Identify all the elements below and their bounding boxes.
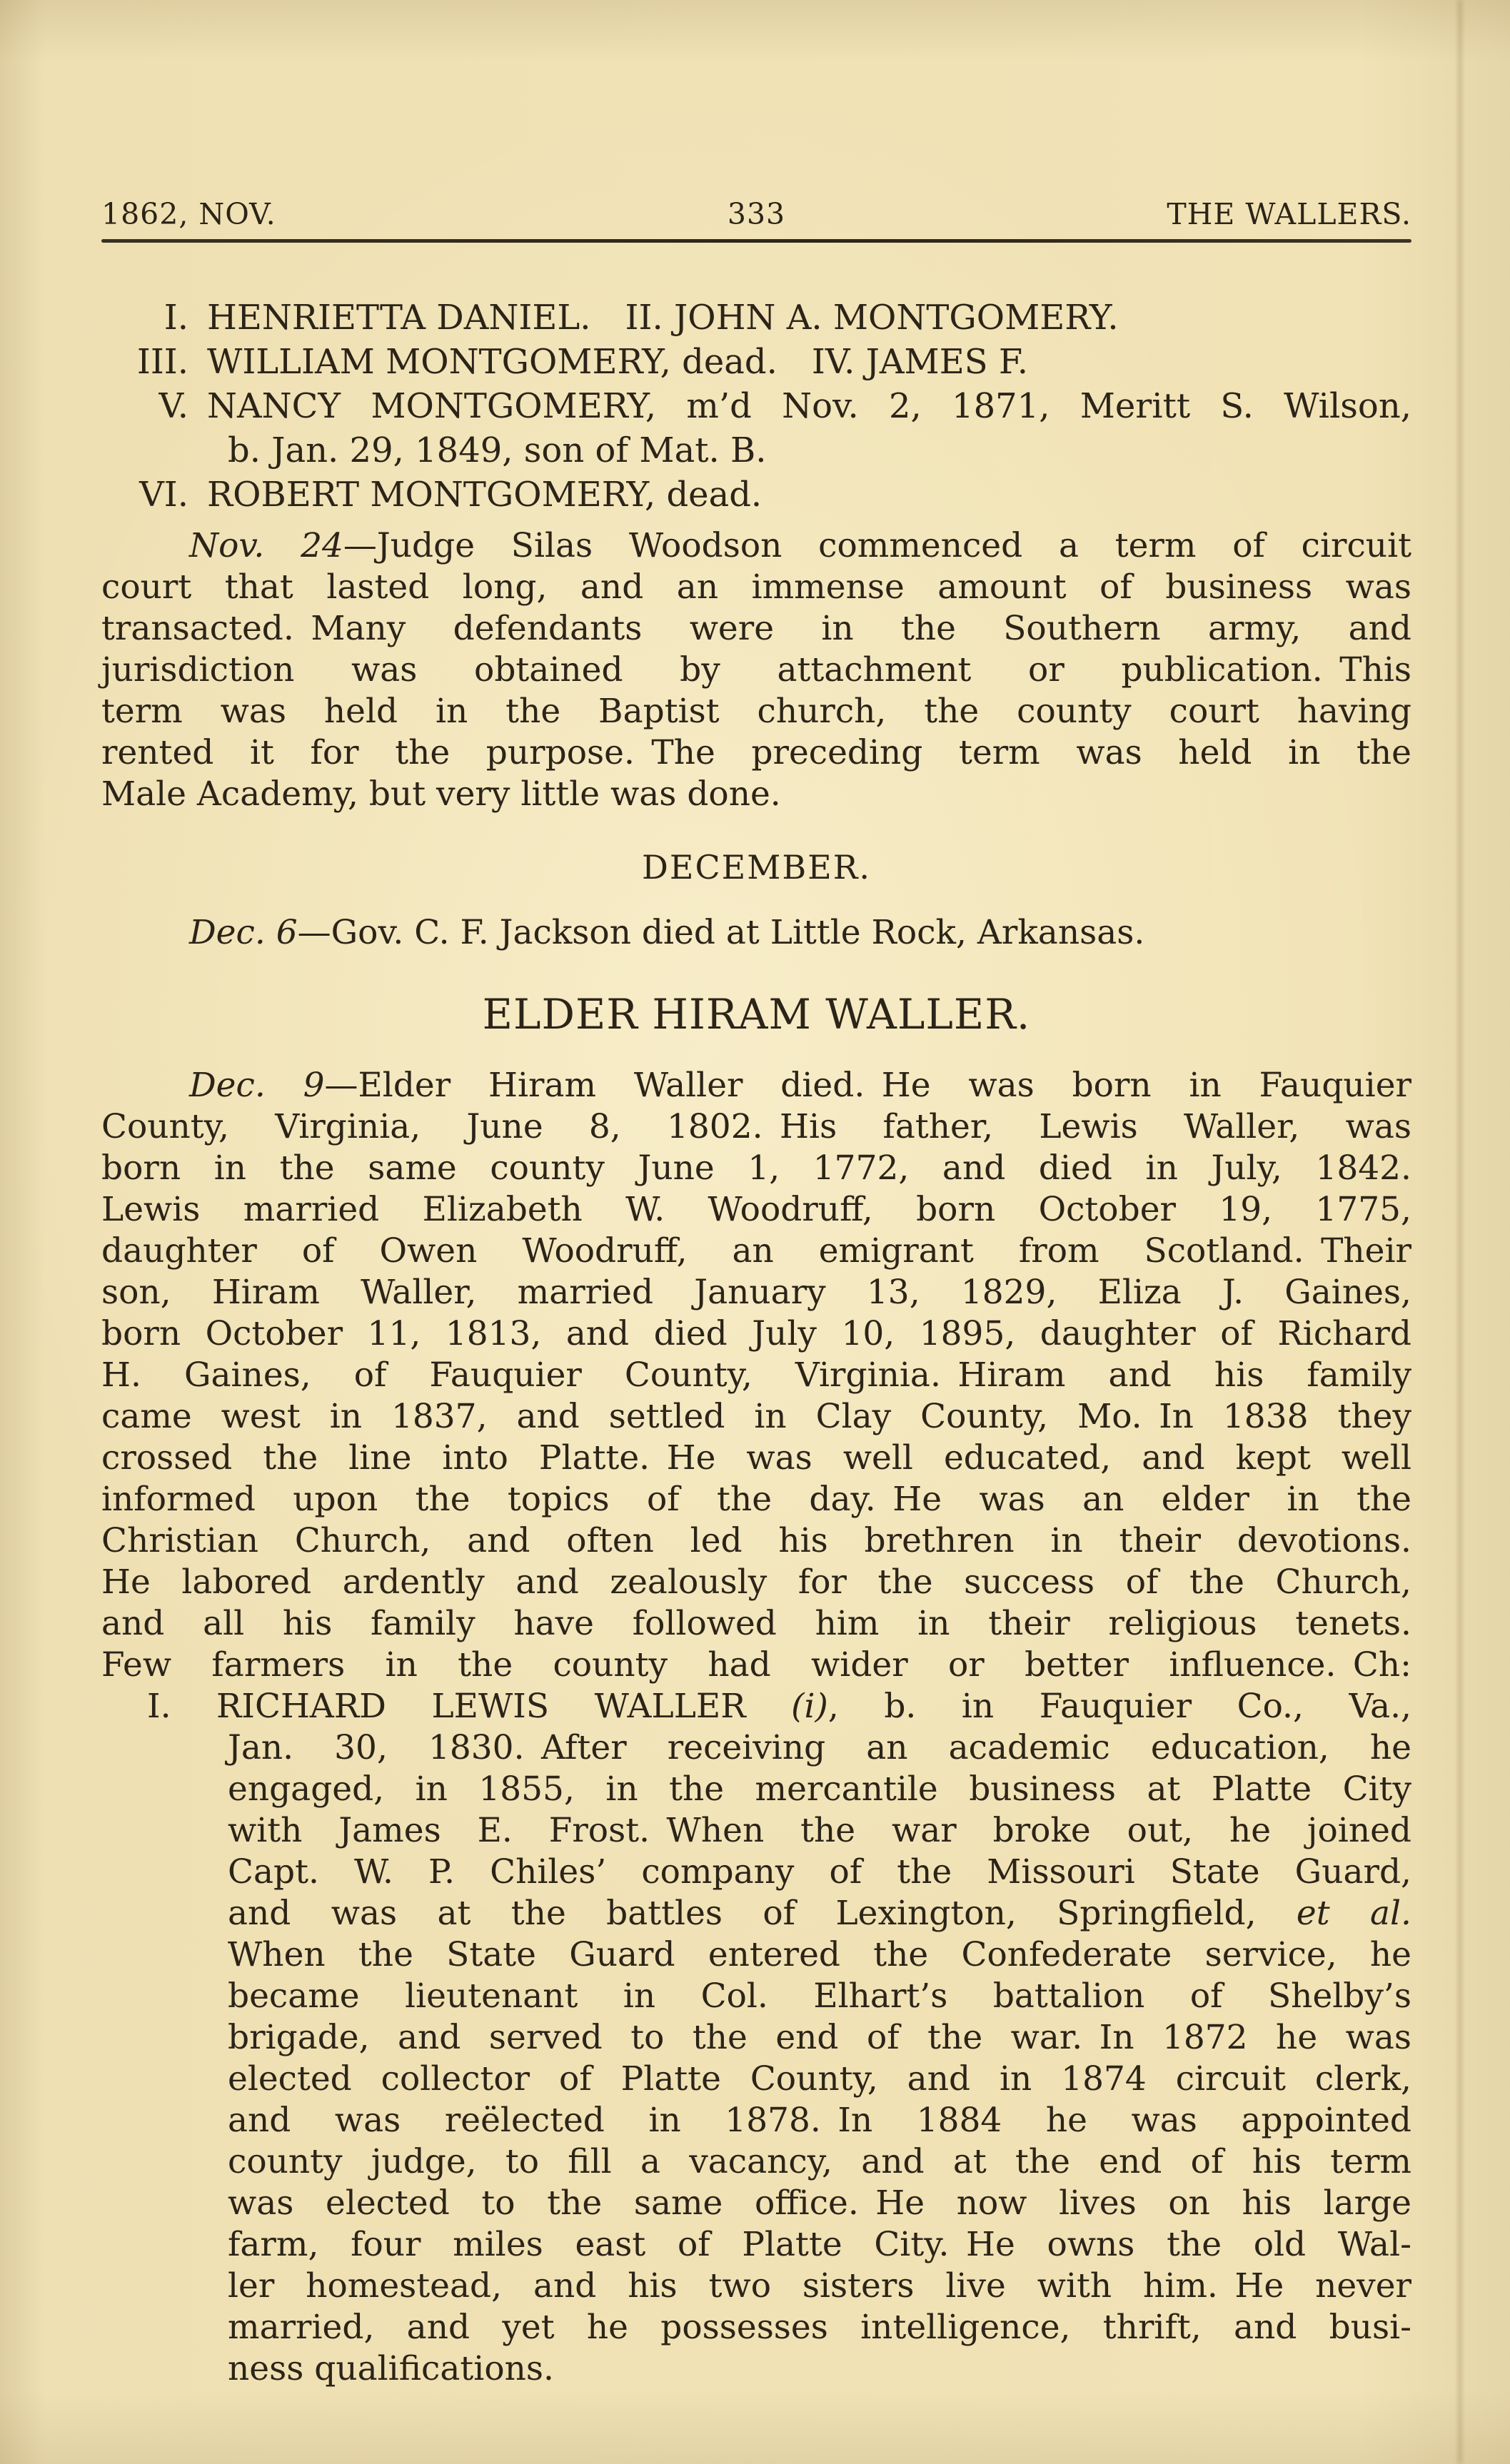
text-run: and was at the battles of Lexington, Springfield,	[228, 1894, 1297, 1933]
family-list-line	[101, 340, 1411, 384]
family-list-text	[207, 296, 1411, 340]
text-line	[101, 1769, 1411, 1810]
text-run: Lewis married Elizabeth W. Woodruff, born October 19, 1775,	[101, 1190, 1411, 1229]
text-line	[101, 1313, 1411, 1355]
text-line	[101, 774, 1411, 815]
text-run: H. Gaines, of Fauquier County, Virginia. Hiram and his family	[101, 1355, 1411, 1395]
text-run: ROBERT MONTGOMERY, dead.	[207, 475, 762, 515]
text-line	[101, 1479, 1411, 1520]
family-list-line	[101, 473, 1411, 517]
text-line	[101, 1852, 1411, 1893]
text-line	[101, 1272, 1411, 1313]
text-run: elected collector of Platte County, and in 1874 circuit clerk,	[228, 2059, 1411, 2099]
text-line	[101, 1562, 1411, 1603]
text-run: ler homestead, and his two sisters live with him. He never	[228, 2266, 1411, 2306]
text-run: with James E. Frost. When the war broke out, he joined	[228, 1811, 1411, 1850]
text-run: farm, four miles east of Platte City. He owns the old Wal-	[228, 2225, 1411, 2264]
text-run: engaged, in 1855, in the mercantile business at Platte City	[228, 1769, 1411, 1809]
text-run: NANCY MONTGOMERY, m’d Nov. 2, 1871, Meritt S. Wilson,	[207, 386, 1411, 426]
text-line	[101, 1603, 1411, 1645]
text-line	[101, 1438, 1411, 1479]
text-run: —Elder Hiram Waller died. He was born in Fauquier	[324, 1066, 1411, 1105]
text-run: born October 11, 1813, and died July 10, 1895, daughter of Richard	[101, 1314, 1411, 1353]
text-line	[101, 732, 1411, 774]
text-run: and all his family have followed him in their religious tenets.	[101, 1604, 1411, 1643]
text-line	[101, 525, 1411, 567]
text-run: When the State Guard entered the Confederate service, he	[228, 1935, 1411, 1974]
text-run: and was reëlected in 1878. In 1884 he was appointed	[228, 2101, 1411, 2140]
text-line	[101, 1727, 1411, 1769]
text-line	[101, 1396, 1411, 1438]
family-list-text	[207, 340, 1411, 384]
text-line	[101, 2059, 1411, 2100]
text-line	[101, 1645, 1411, 1686]
text-line	[101, 1148, 1411, 1189]
text-run: County, Virginia, June 8, 1802. His father, Lewis Waller, was	[101, 1107, 1411, 1146]
text-run: informed upon the topics of the day. He was an elder in the	[101, 1480, 1411, 1519]
header-title: THE WALLERS.	[1167, 197, 1412, 231]
section-heading	[101, 990, 1411, 1039]
family-list-line	[101, 384, 1411, 428]
header-date: 1862, NOV.	[101, 197, 276, 231]
italic-run: Dec. 6	[189, 913, 298, 952]
text-run: WILLIAM MONTGOMERY, dead. IV. JAMES F.	[207, 342, 1028, 382]
text-line	[101, 2266, 1411, 2307]
italic-run: Dec. 9	[189, 1066, 325, 1105]
text-run: became lieutenant in Col. Elhart’s battalion of Shelby’s	[228, 1976, 1411, 2016]
text-line	[101, 2141, 1411, 2183]
text-line	[101, 650, 1411, 691]
family-list-text	[207, 384, 1411, 428]
text-run: Male Academy, but very little was done.	[101, 774, 781, 814]
text-line	[101, 2307, 1411, 2348]
text-line	[101, 1893, 1411, 1934]
text-run: DECEMBER.	[642, 848, 871, 887]
text-line	[101, 1810, 1411, 1852]
italic-run: et al.	[1296, 1894, 1411, 1933]
text-run: jurisdiction was obtained by attachment or publication. This	[101, 650, 1411, 690]
text-run: HENRIETTA DANIEL. II. JOHN A. MONTGOMERY.	[207, 298, 1119, 338]
text-run: —Gov. C. F. Jackson died at Little Rock, Arkansas.	[297, 913, 1145, 952]
family-list-text	[207, 473, 1411, 517]
text-line	[101, 912, 1411, 954]
text-run: He labored ardently and zealously for the success of the Church,	[101, 1562, 1411, 1602]
text-line	[101, 1065, 1411, 1106]
text-line	[101, 608, 1411, 650]
roman-numeral: V.	[158, 386, 188, 426]
page-content	[101, 296, 1411, 2390]
text-line	[101, 1355, 1411, 1396]
text-run: ness qualifications.	[228, 2349, 554, 2388]
text-line	[101, 2017, 1411, 2059]
text-run: crossed the line into Platte. He was well educated, and kept well	[101, 1438, 1411, 1478]
text-run: Capt. W. P. Chiles’ company of the Missouri State Guard,	[228, 1852, 1411, 1892]
text-run: b. Jan. 29, 1849, son of Mat. B.	[228, 430, 767, 470]
family-list-continuation	[101, 428, 1411, 473]
text-run: born in the same county June 1, 1772, and died in July, 1842.	[101, 1148, 1411, 1188]
text-run: transacted. Many defendants were in the Southern army, and	[101, 609, 1411, 648]
text-run: son, Hiram Waller, married January 13, 1829, Eliza J. Gaines,	[101, 1273, 1411, 1312]
text-line	[101, 1520, 1411, 1562]
page-number: 333	[727, 197, 786, 231]
text-line	[101, 2224, 1411, 2266]
text-line	[101, 567, 1411, 608]
roman-numeral: I.	[163, 298, 188, 338]
text-run: ELDER HIRAM WALLER.	[482, 990, 1031, 1039]
text-run: Jan. 30, 1830. After receiving an academic education, he	[228, 1728, 1411, 1767]
text-line	[101, 2183, 1411, 2224]
text-run: rented it for the purpose. The preceding term was held in the	[101, 733, 1411, 772]
text-line	[101, 1934, 1411, 1976]
text-run: term was held in the Baptist church, the county court having	[101, 692, 1411, 731]
italic-run: Nov. 24	[189, 526, 343, 565]
text-line	[101, 1231, 1411, 1272]
text-line	[101, 1106, 1411, 1148]
family-list-line	[101, 296, 1411, 340]
text-run: daughter of Owen Woodruff, an emigrant from Scotland. Their	[101, 1231, 1411, 1271]
section-heading	[101, 848, 1411, 887]
text-run: court that lasted long, and an immense amount of business was	[101, 567, 1411, 607]
header-rule	[101, 239, 1411, 243]
text-line	[101, 691, 1411, 732]
text-line	[101, 2100, 1411, 2141]
running-header	[101, 198, 1411, 230]
text-line	[101, 1686, 1411, 1727]
text-run: was elected to the same office. He now lives on his large	[228, 2183, 1411, 2223]
text-run: married, and yet he possesses intelligence, thrift, and busi-	[228, 2308, 1411, 2347]
text-run: , b. in Fauquier Co., Va.,	[827, 1687, 1411, 1726]
text-run: brigade, and served to the end of the war. In 1872 he was	[228, 2018, 1411, 2057]
text-run: —Judge Silas Woodson commenced a term of circuit	[343, 526, 1411, 565]
italic-run: (i)	[791, 1687, 828, 1726]
text-line	[101, 1189, 1411, 1231]
roman-numeral: VI.	[139, 475, 188, 515]
text-run: county judge, to fill a vacancy, and at the end of his term	[228, 2142, 1411, 2181]
text-run: Few farmers in the county had wider or better influence. Ch:	[101, 1645, 1411, 1685]
text-run: came west in 1837, and settled in Clay County, Mo. In 1838 they	[101, 1397, 1411, 1436]
text-line	[101, 1976, 1411, 2017]
roman-numeral: III.	[136, 342, 188, 382]
text-run: I. RICHARD LEWIS WALLER	[147, 1687, 792, 1726]
text-run: Christian Church, and often led his brethren in their devotions.	[101, 1521, 1411, 1560]
text-line	[101, 2348, 1411, 2390]
